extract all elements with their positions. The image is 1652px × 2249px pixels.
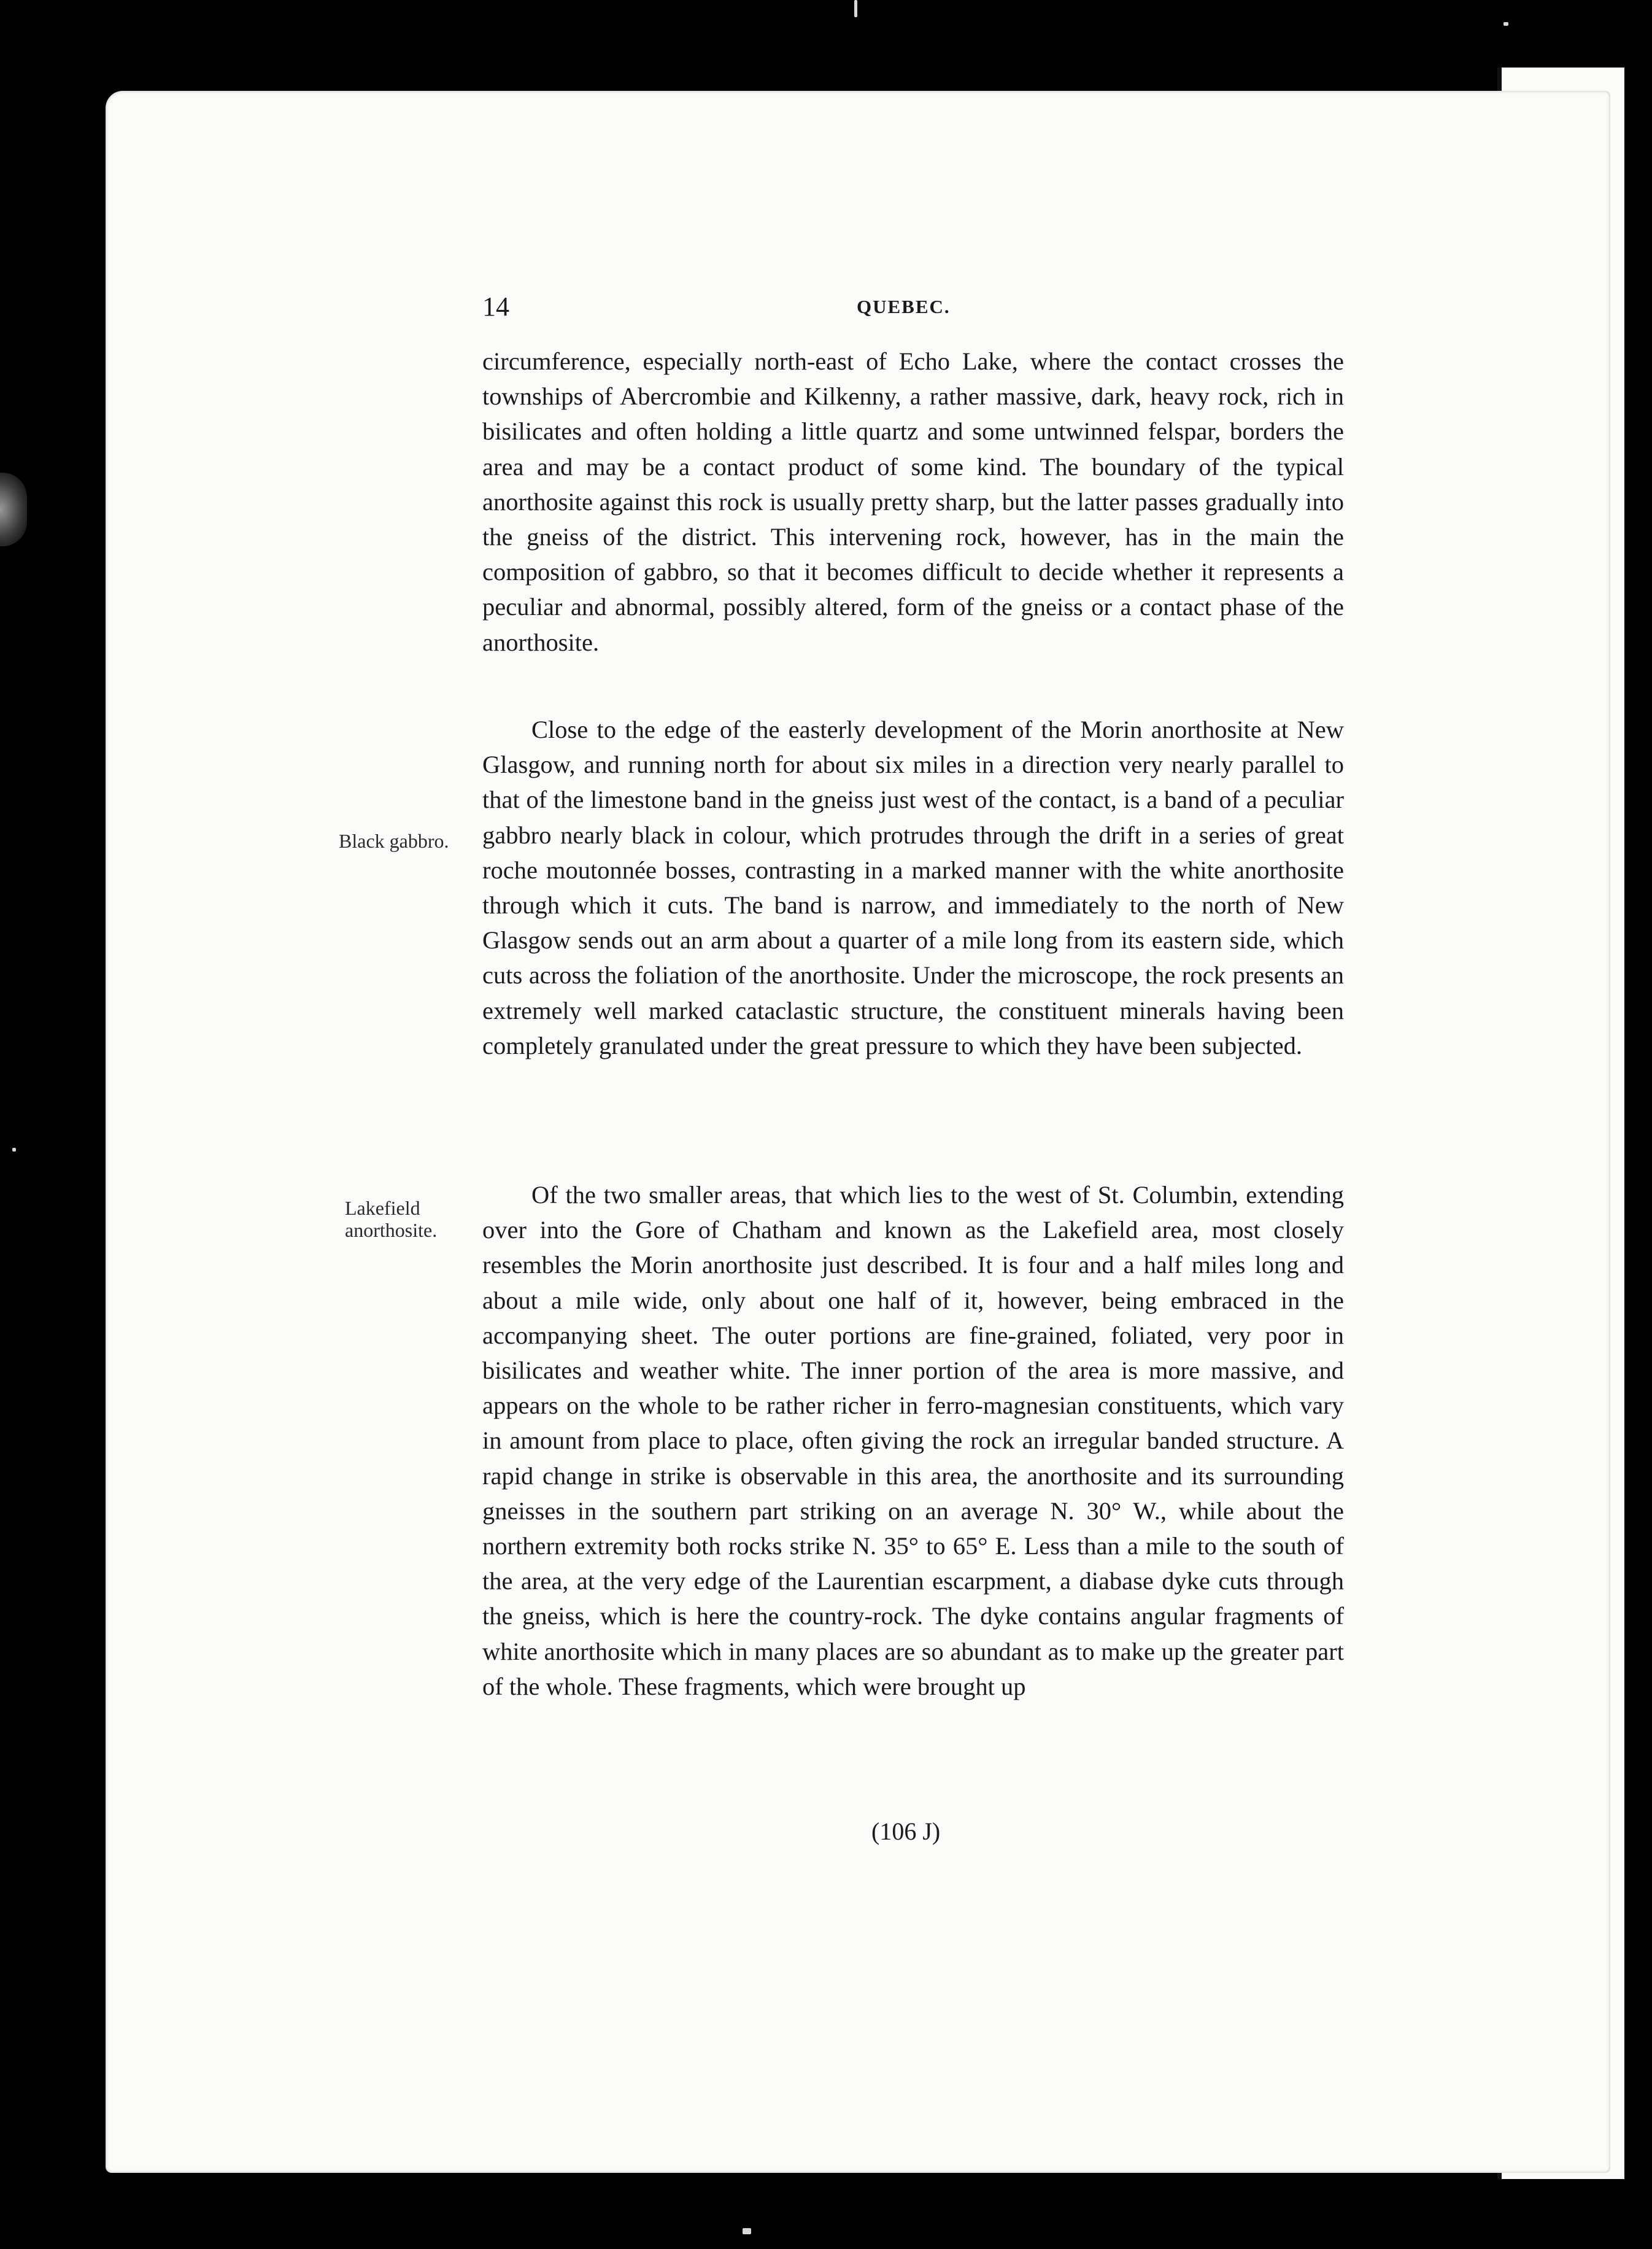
sidenote-lakefield-line2: anorthosite.	[345, 1219, 438, 1241]
running-head	[482, 291, 1341, 328]
sidenote-lakefield-line1: Lakefield	[345, 1197, 420, 1219]
page-number: 14	[482, 292, 509, 322]
running-title: QUEBEC.	[857, 296, 951, 317]
scan-edge-smudge	[0, 473, 27, 546]
sidenote-black-gabbro: Black gabbro.	[339, 830, 449, 852]
scan-fleck	[854, 0, 857, 17]
scan-fleck	[12, 1148, 16, 1152]
paragraph-black-gabbro: Close to the edge of the easterly development of the Morin anorthosite at New Glasgow, and running north for about six miles in a direction very nearly parallel to that of the limestone band in the gneiss just west of the contact, is a band of a peculiar gabbro nearly black in colour, which protrudes through the drift in a series of great roche moutonnée bosses, contrasting in a marked manner with the white anorthosite through which it cuts. The band is narrow, and immediately to the north of New Glasgow sends out an arm about a quarter of a mile long from its eastern side, which cuts across the foliation of the anorthosite. Under the microscope, the rock presents an extremely well marked cataclastic structure, the constituent minerals having been completely granulated under the great pressure to which they have been subjected.	[482, 716, 1344, 1059]
scan-fleck	[743, 2228, 751, 2234]
paragraph-contact-zone: circumference, especially north-east of Echo Lake, where the contact crosses the townships of Abercrombie and Kilkenny, a rather massive, dark, heavy rock, rich in bisilicates and often holding a little quartz and some untwinned felspar, borders the area and may be a contact product of some kind. The boundary of the typical anorthosite against this rock is usually pretty sharp, but the latter passes gradually into the gneiss of the district. This intervening rock, however, has in the main the composition of gabbro, so that it becomes difficult to decide whether it represents a peculiar and abnormal, possibly altered, form of the gneiss or a contact phase of the anorthosite.	[482, 347, 1344, 656]
paragraph-lakefield-anorthosite: Of the two smaller areas, that which lies to the west of St. Columbin, extending over into the Gore of Chatham and known as the Lakefield area, most closely resembles the Morin anorthosite just described. It is four and a half miles long and about a mile wide, only about one half of it, however, being embraced in the accompanying sheet. The outer portions are fine-grained, foliated, very poor in bisilicates and weather white. The inner portion of the area is more massive, and appears on the whole to be rather richer in ferro-magnesian constituents, which vary in amount from place to place, often giving the rock an irregular banded structure. A rapid change in strike is observable in this area, the anorthosite and its surrounding gneisses in the southern part striking on an average N. 30° W., while about the northern extremity both rocks strike N. 35° to 65° E. Less than a mile to the south of the area, at the very edge of the Laurentian escarpment, a diabase dyke cuts through the gneiss, which is here the country-rock. The dyke contains angular fragments of white anorthosite which in many places are so abundant as to make up the greater part of the whole. These fragments, which were brought up	[482, 1181, 1344, 1700]
sidenote-lakefield-anorthosite	[345, 1197, 437, 1241]
printer-signature: (106 J)	[871, 1817, 941, 1845]
scan-fleck	[1503, 22, 1508, 26]
